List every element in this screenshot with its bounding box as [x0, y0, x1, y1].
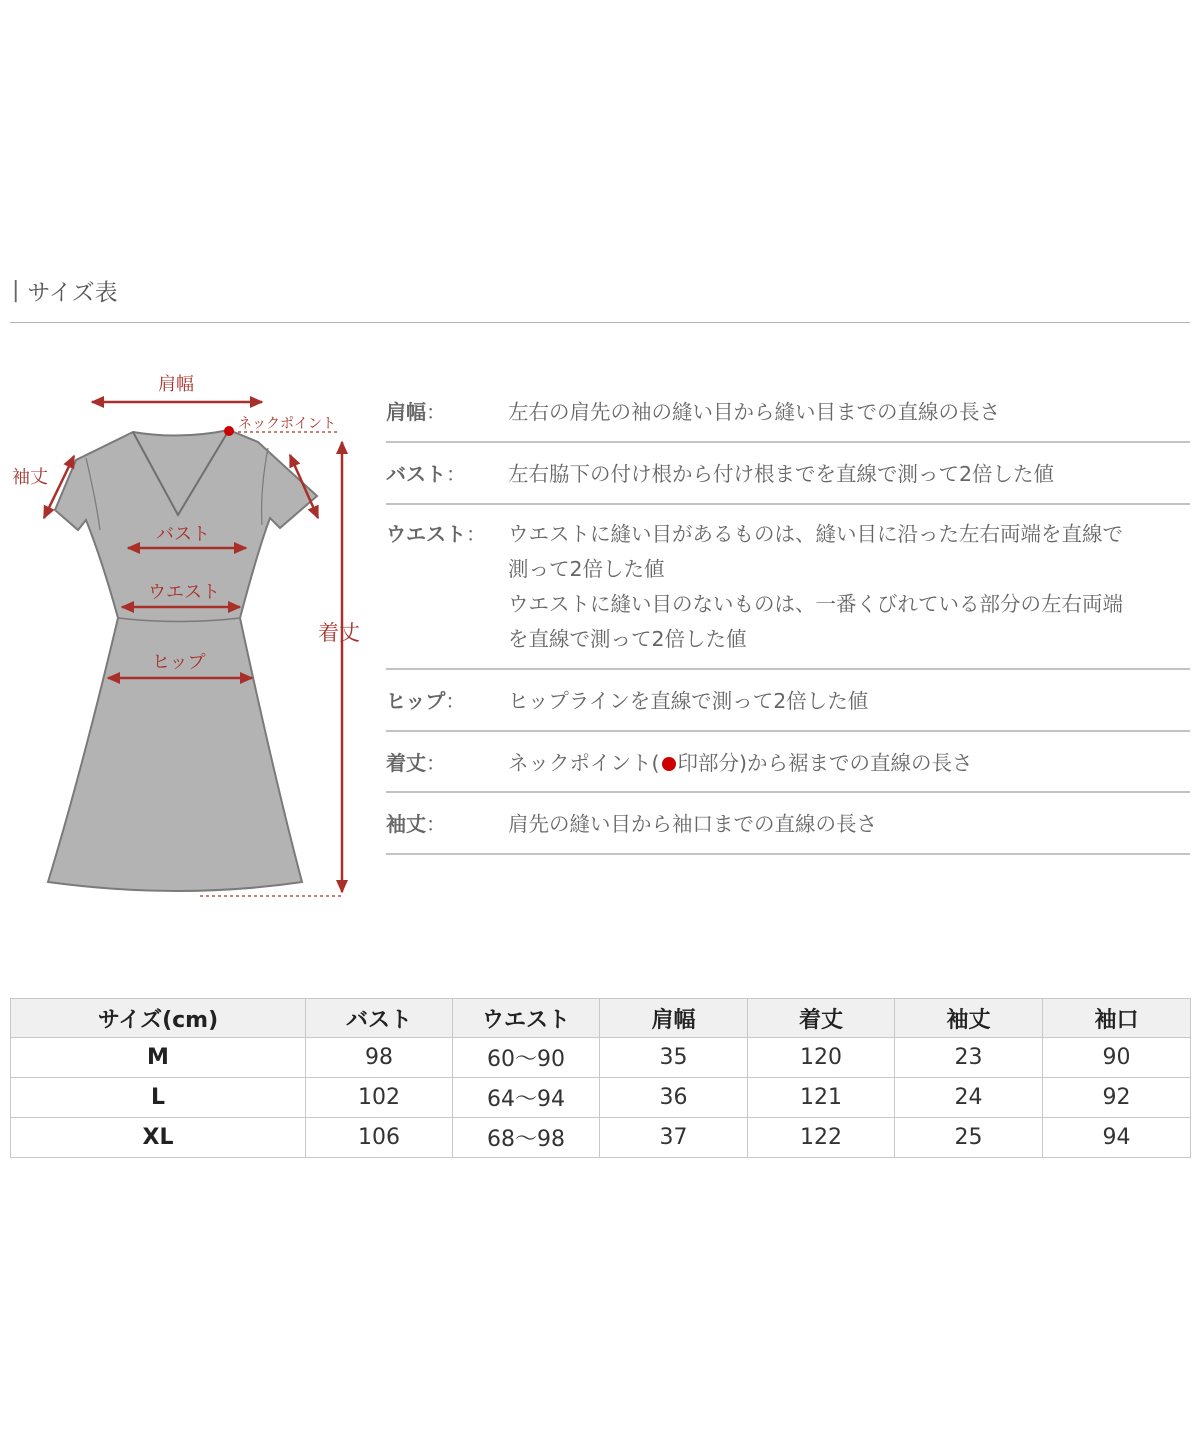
column-header: 袖口: [1043, 999, 1191, 1038]
neck-point-dot: [224, 426, 234, 436]
size-cell: L: [11, 1078, 306, 1118]
table-cell: 60〜90: [453, 1038, 600, 1078]
definition-text: 左右の肩先の袖の縫い目から縫い目までの直線の長さ: [508, 400, 1000, 424]
neck-point-label: ネックポイント: [238, 416, 336, 432]
bust-label: バスト: [156, 524, 210, 545]
table-row: [11, 1038, 1191, 1078]
table-cell: 64〜94: [453, 1078, 600, 1118]
column-header: 着丈: [748, 999, 895, 1038]
table-cell: 24: [895, 1078, 1043, 1118]
definition-text: 肩先の縫い目から袖口までの直線の長さ: [508, 812, 877, 836]
table-cell: 37: [600, 1118, 748, 1158]
table-cell: 35: [600, 1038, 748, 1078]
table-cell: 98: [306, 1038, 453, 1078]
definition-row-bust: バスト： 左右脇下の付け根から付け根までを直線で測って2倍した値: [386, 443, 1190, 505]
definition-term: バスト: [386, 462, 446, 486]
table-cell: 36: [600, 1078, 748, 1118]
table-cell: 94: [1043, 1118, 1191, 1158]
definition-term: 着丈: [386, 751, 426, 775]
size-cell: XL: [11, 1118, 306, 1158]
definition-term: 袖丈: [386, 812, 426, 836]
definition-term: ウエスト: [386, 522, 466, 546]
size-cell: M: [11, 1038, 306, 1078]
sleeve-label: 袖丈: [12, 467, 48, 488]
table-cell: 68〜98: [453, 1118, 600, 1158]
column-header: バスト: [306, 999, 453, 1038]
definition-row-hip: ヒップ： ヒップラインを直線で測って2倍した値: [386, 670, 1190, 732]
definition-row-shoulder: 肩幅： 左右の肩先の袖の縫い目から縫い目までの直線の長さ: [386, 381, 1190, 443]
column-header: サイズ(cm): [11, 999, 306, 1038]
column-header: 肩幅: [600, 999, 748, 1038]
page-title: サイズ表: [27, 280, 118, 306]
column-header: 袖丈: [895, 999, 1043, 1038]
definition-text: ヒップラインを直線で測って2倍した値: [508, 689, 869, 713]
table-row: [11, 1078, 1191, 1118]
definition-row-length: 着丈： ネックポイント( 印部分)から裾までの直線の長さ: [386, 732, 1190, 793]
table-cell: 23: [895, 1038, 1043, 1078]
definition-text: ウエストに縫い目があるものは、縫い目に沿った左右両端を直線で 測って2倍した値 ウエストに縫い目のないものは、一番くびれている部分の左右両端 を直線で測って2倍した値: [508, 522, 1123, 651]
table-cell: 121: [748, 1078, 895, 1118]
table-cell: 122: [748, 1118, 895, 1158]
hip-label: ヒップ: [152, 652, 206, 673]
section-divider: [10, 322, 1190, 323]
definition-text: 左右脇下の付け根から付け根までを直線で測って2倍した値: [508, 462, 1055, 486]
definition-term: 肩幅: [386, 400, 426, 424]
table-cell: 102: [306, 1078, 453, 1118]
measurement-definitions: [386, 381, 1190, 855]
waist-label: ウエスト: [148, 582, 220, 603]
definition-text: ネックポイント( 印部分)から裾までの直線の長さ: [508, 751, 973, 775]
measurement-diagram: [0, 350, 380, 920]
red-dot-icon: [662, 757, 676, 771]
table-cell: 120: [748, 1038, 895, 1078]
table-header-row: [11, 999, 1191, 1038]
shoulder-label: 肩幅: [158, 374, 194, 395]
definition-row-sleeve: 袖丈： 肩先の縫い目から袖口までの直線の長さ: [386, 793, 1190, 855]
table-cell: 25: [895, 1118, 1043, 1158]
size-table: [10, 998, 1191, 1158]
section-heading: [12, 274, 118, 307]
table-cell: 106: [306, 1118, 453, 1158]
heading-bar: |: [12, 278, 20, 303]
definition-row-waist: ウエスト： ウエストに縫い目があるものは、縫い目に沿った左右両端を直線で 測って2倍した値 ウエストに縫い目のないものは、一番くびれている部分の左右両端 を直線で測って2倍した値: [386, 505, 1190, 670]
column-header: ウエスト: [453, 999, 600, 1038]
table-cell: 90: [1043, 1038, 1191, 1078]
table-row: [11, 1118, 1191, 1158]
length-label: 着丈: [318, 621, 360, 645]
table-cell: 92: [1043, 1078, 1191, 1118]
definition-term: ヒップ: [386, 689, 446, 713]
